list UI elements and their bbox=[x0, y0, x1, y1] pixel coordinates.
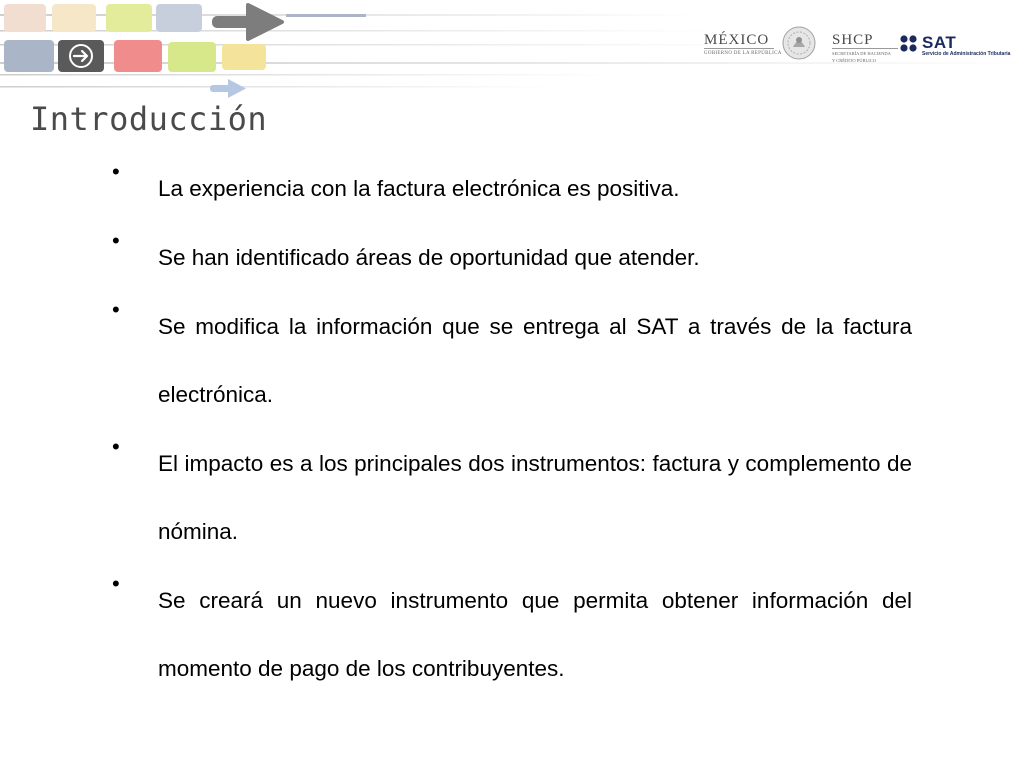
decor-tile bbox=[106, 4, 152, 32]
decor-tile bbox=[168, 42, 216, 72]
bullet-text: El impacto es a los principales dos instrumentos: factura y complemento de nómina. bbox=[158, 451, 912, 544]
bullet-list bbox=[112, 159, 912, 704]
national-seal-icon bbox=[782, 26, 816, 60]
sat-logo-title: SAT bbox=[922, 33, 957, 52]
list-item bbox=[112, 430, 912, 566]
sat-logo-subtitle: Servicio de Administración Tributaria bbox=[922, 51, 1011, 57]
bullet-text: Se han identificado áreas de oportunidad que atender. bbox=[158, 245, 700, 270]
list-item bbox=[112, 224, 912, 292]
bullet-icon: • bbox=[112, 297, 120, 322]
bullet-text: Se creará un nuevo instrumento que permita obtener información del momento de pago de los contribuyentes. bbox=[158, 588, 912, 681]
bullet-text: La experiencia con la factura electrónica es positiva. bbox=[158, 176, 680, 201]
list-item bbox=[112, 155, 912, 223]
shcp-logo-subtitle-1: SECRETARÍA DE HACIENDA bbox=[832, 51, 891, 56]
bullet-icon: • bbox=[112, 434, 120, 459]
sat-dots-icon bbox=[900, 35, 920, 55]
decor-tile bbox=[156, 4, 202, 32]
mexico-logo-subtitle: GOBIERNO DE LA REPÚBLICA bbox=[704, 51, 782, 56]
list-item bbox=[112, 567, 912, 703]
arrow-right-icon bbox=[212, 5, 282, 39]
arrow-circle-icon bbox=[58, 40, 104, 72]
shcp-logo bbox=[832, 32, 898, 63]
decor-tile bbox=[4, 40, 54, 72]
arrow-right-icon bbox=[210, 79, 246, 98]
bullet-icon: • bbox=[112, 159, 120, 184]
bullet-icon: • bbox=[112, 228, 120, 253]
bullet-icon: • bbox=[112, 571, 120, 596]
bullet-text: Se modifica la información que se entrega al SAT a través de la factura electrónica. bbox=[158, 314, 912, 407]
decor-tile bbox=[222, 44, 266, 70]
mexico-logo-title: MÉXICO bbox=[704, 32, 774, 49]
shcp-logo-title: SHCP bbox=[832, 32, 898, 49]
list-item bbox=[112, 293, 912, 429]
decor-tile bbox=[4, 4, 46, 32]
decor-tile bbox=[114, 40, 162, 72]
decor-tile bbox=[52, 4, 96, 32]
slide-title: Introducción bbox=[30, 100, 268, 138]
mexico-logo bbox=[704, 32, 782, 56]
shcp-logo-subtitle-2: Y CRÉDITO PÚBLICO bbox=[832, 58, 877, 63]
